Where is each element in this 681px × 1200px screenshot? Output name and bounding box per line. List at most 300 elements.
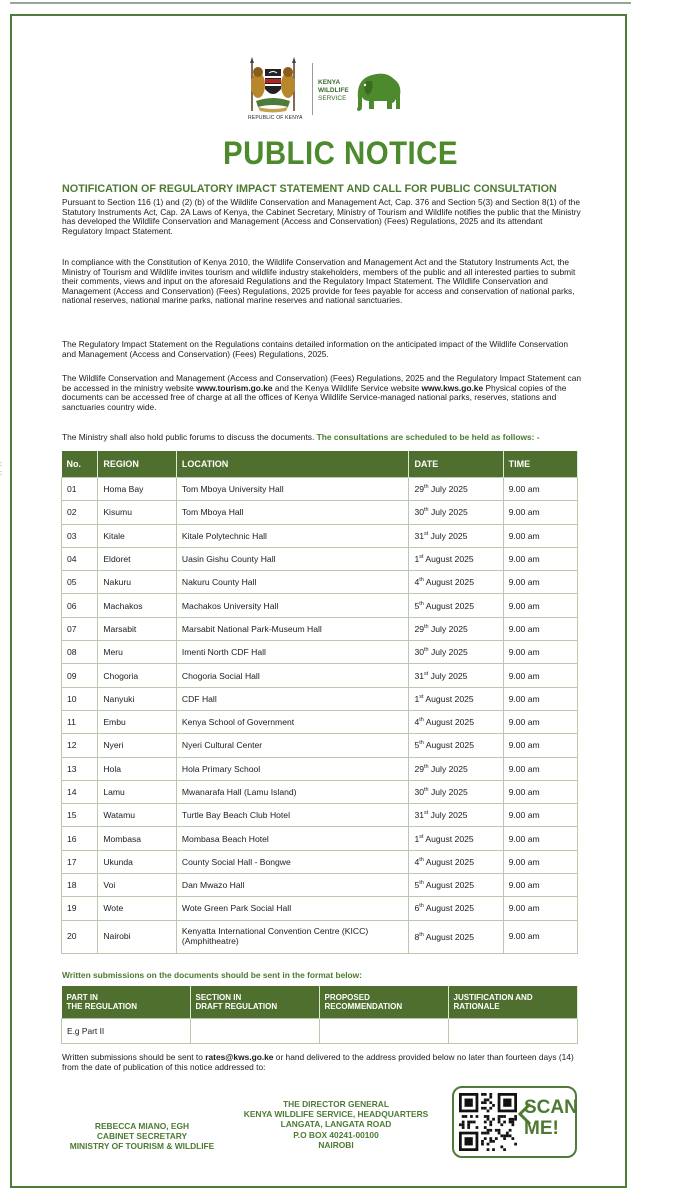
date-day: 6 bbox=[414, 903, 420, 914]
paragraph-compliance: In compliance with the Constitution of Kenya 2010, the Wildlife Conservation and Management Act and the Statutory Instruments Act, the Ministry of Tourism and Wildlife invites tourism and wildlife industry stakeholders, members of the public and all interested parties to submit their comments, views and input on the aforesaid Regulations and the Regulatory Impact Statement. The Wildlife Conservation and Management (Access and Conservation) (Fees) Regulations, 2025 provide for fees payable for access and conservation of national parks, national reserves, national marine parks, national marine reserves and national sanctuaries. bbox=[62, 257, 576, 306]
row-region: Meru bbox=[98, 641, 177, 664]
row-time: 9.00 am bbox=[503, 827, 577, 850]
qr-module bbox=[484, 1115, 487, 1118]
date-month-year: August 2025 bbox=[423, 856, 474, 867]
qr-module bbox=[506, 1132, 509, 1135]
schedule-row bbox=[62, 734, 578, 757]
date-day: 4 bbox=[414, 856, 420, 867]
row-time: 9.00 am bbox=[503, 780, 577, 803]
date-suffix: th bbox=[419, 740, 424, 747]
date-month-year: August 2025 bbox=[423, 693, 474, 704]
row-time: 9.00 am bbox=[503, 687, 577, 710]
row-no: 14 bbox=[62, 780, 98, 803]
date-month-year: August 2025 bbox=[423, 880, 474, 891]
row-no: 06 bbox=[62, 594, 98, 617]
address-line4: P.O BOX 40241-00100 bbox=[293, 1129, 379, 1140]
col-just-l1: JUSTIFICATION AND bbox=[453, 993, 533, 1002]
row-date bbox=[409, 850, 503, 873]
row-location: Marsabit National Park-Museum Hall bbox=[176, 617, 409, 640]
row-date bbox=[409, 757, 503, 780]
date-suffix: st bbox=[424, 670, 429, 677]
qr-module bbox=[481, 1140, 484, 1143]
signatory-block bbox=[62, 1121, 222, 1152]
scan-line2: ME! bbox=[524, 1118, 559, 1139]
col-part bbox=[62, 986, 191, 1019]
row-date bbox=[409, 641, 503, 664]
qr-module bbox=[462, 1121, 465, 1124]
row-no: 05 bbox=[62, 571, 98, 594]
schedule-row bbox=[62, 710, 578, 733]
row-location: County Social Hall - Bongwe bbox=[176, 850, 409, 873]
qr-module bbox=[462, 1123, 465, 1126]
qr-module bbox=[481, 1093, 484, 1096]
address-line3: LANGATA, LANGATA ROAD bbox=[280, 1119, 392, 1130]
submission-format-title: Written submissions on the documents should be sent in the format below: bbox=[62, 970, 362, 980]
signatory-name: REBECCA MIANO, EGH bbox=[94, 1121, 190, 1131]
row-region: Chogoria bbox=[98, 664, 177, 687]
row-time: 9.00 am bbox=[503, 501, 577, 524]
access-text-a: The Wildlife Conservation and Management (Access and Conservation) (Fees) Regulations, 2025 and the Regulatory Impact Statement can be accessed in the ministry website bbox=[62, 373, 582, 393]
row-region: Kitale bbox=[98, 524, 177, 547]
schedule-row bbox=[62, 641, 578, 664]
qr-module bbox=[503, 1099, 511, 1107]
date-suffix: th bbox=[419, 931, 424, 938]
date-month-year: July 2025 bbox=[428, 507, 468, 518]
row-time: 9.00 am bbox=[503, 757, 577, 780]
row-region: Nyeri bbox=[98, 734, 177, 757]
row-no: 08 bbox=[62, 641, 98, 664]
submission-email-link[interactable]: rates@kws.go.ke bbox=[205, 1052, 274, 1062]
row-region: Marsabit bbox=[98, 617, 177, 640]
row-date bbox=[409, 524, 503, 547]
qr-module bbox=[470, 1115, 473, 1118]
paragraph-legal-basis: Pursuant to Section 116 (1) and (2) (b) of the Wildlife Conservation and Management Act, Cap. 376 and Section 5(3) and Section 8(1) of the Statutory Instruments Act, Cap. 2A Laws of Kenya, the Cabinet Secretary, Ministry of Tourism and Wildlife notifies the public that the Ministry has developed the Wildlife Conservation and Management (Access and Conservation) (Fees) Regulations, 2025 and its attendant Regulatory Impact Statement. bbox=[62, 197, 581, 236]
row-date bbox=[409, 920, 503, 953]
row-no: 01 bbox=[62, 478, 98, 501]
notice-subtitle: NOTIFICATION OF REGULATORY IMPACT STATEMENT AND CALL FOR PUBLIC CONSULTATION bbox=[62, 183, 557, 195]
row-date bbox=[409, 664, 503, 687]
col-region: REGION bbox=[98, 451, 177, 478]
row-date bbox=[409, 897, 503, 920]
row-time: 9.00 am bbox=[503, 874, 577, 897]
qr-module bbox=[503, 1134, 506, 1137]
coat-caption: REPUBLIC OF KENYA bbox=[248, 115, 303, 121]
qr-module bbox=[484, 1101, 487, 1104]
row-date bbox=[409, 594, 503, 617]
qr-module bbox=[487, 1110, 490, 1113]
qr-module bbox=[481, 1132, 484, 1135]
row-no: 17 bbox=[62, 850, 98, 873]
qr-module bbox=[509, 1121, 512, 1124]
qr-module bbox=[484, 1099, 487, 1102]
row-no: 20 bbox=[62, 920, 98, 953]
date-month-year: July 2025 bbox=[428, 670, 468, 681]
row-time: 9.00 am bbox=[503, 641, 577, 664]
row-region: Machakos bbox=[98, 594, 177, 617]
qr-module bbox=[500, 1145, 503, 1148]
consultation-schedule-table bbox=[61, 451, 578, 954]
row-region: Mombasa bbox=[98, 827, 177, 850]
qr-module bbox=[489, 1096, 492, 1099]
date-suffix: th bbox=[419, 857, 424, 864]
schedule-row bbox=[62, 571, 578, 594]
paragraph-forums bbox=[62, 433, 582, 443]
qr-module bbox=[500, 1134, 503, 1137]
date-day: 29 bbox=[414, 484, 424, 495]
qr-module bbox=[465, 1099, 473, 1107]
date-day: 5 bbox=[414, 740, 420, 751]
row-location: Kenyatta International Convention Centre (KICC) (Amphitheatre) bbox=[176, 920, 409, 953]
forums-text: The Ministry shall also hold public forums to discuss the documents. bbox=[62, 432, 317, 442]
page-top-rule bbox=[10, 2, 631, 4]
qr-module bbox=[492, 1148, 495, 1151]
date-day: 1 bbox=[414, 833, 420, 844]
address-line2: KENYA WILDLIFE SERVICE, HEADQUARTERS bbox=[243, 1109, 429, 1120]
paragraph-impact-statement: The Regulatory Impact Statement on the Regulations contains detailed information on the anticipated impact of the Wildlife Conservation and Management (Access and Conservation) (Fees) Regulations, 2025. bbox=[62, 339, 569, 359]
row-time: 9.00 am bbox=[503, 547, 577, 570]
qr-module bbox=[487, 1132, 490, 1135]
qr-module bbox=[470, 1121, 473, 1124]
row-no: 02 bbox=[62, 501, 98, 524]
col-justification bbox=[448, 986, 578, 1019]
qr-module bbox=[511, 1118, 514, 1121]
qr-module bbox=[462, 1115, 465, 1118]
date-month-year: August 2025 bbox=[423, 554, 474, 565]
row-region: Hola bbox=[98, 757, 177, 780]
col-section-l2: DRAFT REGULATION bbox=[195, 1002, 278, 1011]
example-part-cell: E.g Part II bbox=[62, 1019, 191, 1044]
submission-text-a: Written submissions should be sent to bbox=[62, 1052, 206, 1062]
qr-scan-box[interactable] bbox=[452, 1086, 577, 1158]
row-location: Kitale Polytechnic Hall bbox=[176, 524, 409, 547]
row-date bbox=[409, 874, 503, 897]
scan-me-label bbox=[524, 1097, 578, 1139]
date-month-year: July 2025 bbox=[428, 484, 468, 495]
kws-line3: SERVICE bbox=[318, 95, 347, 102]
qr-module bbox=[465, 1137, 473, 1145]
qr-module bbox=[489, 1101, 492, 1104]
row-date bbox=[409, 710, 503, 733]
schedule-header-row bbox=[62, 451, 578, 478]
qr-module bbox=[503, 1148, 506, 1151]
date-suffix: st bbox=[419, 693, 424, 700]
qr-module bbox=[489, 1107, 492, 1110]
qr-module bbox=[489, 1140, 492, 1143]
kws-wordmark bbox=[318, 79, 349, 103]
date-day: 30 bbox=[414, 787, 424, 797]
postal-address bbox=[236, 1099, 436, 1150]
example-justification-cell bbox=[448, 1019, 578, 1044]
row-location: Nakuru County Hall bbox=[176, 571, 409, 594]
qr-module bbox=[476, 1115, 479, 1118]
row-no: 04 bbox=[62, 547, 98, 570]
date-month-year: August 2025 bbox=[423, 833, 474, 844]
qr-module bbox=[500, 1123, 503, 1126]
paragraph-access bbox=[62, 374, 582, 412]
date-suffix: th bbox=[419, 903, 424, 910]
col-rec-l2: RECOMMENDATION bbox=[324, 1002, 403, 1011]
qr-module bbox=[487, 1115, 490, 1118]
row-time: 9.00 am bbox=[503, 920, 577, 953]
kws-website-link[interactable]: www.kws.go.ke bbox=[421, 382, 484, 393]
qr-module bbox=[462, 1126, 465, 1129]
row-date bbox=[409, 687, 503, 710]
schedule-row bbox=[62, 897, 578, 920]
submission-format-table bbox=[61, 986, 578, 1044]
header-logos bbox=[244, 55, 404, 125]
qr-module bbox=[484, 1126, 487, 1129]
row-region: Voi bbox=[98, 874, 177, 897]
qr-module bbox=[481, 1107, 484, 1110]
row-no: 19 bbox=[62, 897, 98, 920]
qr-module bbox=[487, 1099, 490, 1102]
page-title: PUBLIC NOTICE bbox=[223, 135, 458, 171]
row-region: Nanyuki bbox=[98, 687, 177, 710]
col-part-l1: PART IN bbox=[66, 993, 98, 1002]
col-rec-l1: PROPOSED bbox=[324, 993, 370, 1002]
qr-module bbox=[489, 1123, 492, 1126]
date-day: 31 bbox=[414, 810, 424, 821]
date-suffix: th bbox=[424, 484, 429, 491]
schedule-row bbox=[62, 664, 578, 687]
col-recommendation bbox=[319, 986, 448, 1019]
row-time: 9.00 am bbox=[503, 524, 577, 547]
date-month-year: July 2025 bbox=[428, 647, 468, 658]
row-region: Embu bbox=[98, 710, 177, 733]
schedule-row bbox=[62, 478, 578, 501]
qr-module bbox=[487, 1129, 490, 1132]
date-suffix: th bbox=[424, 787, 429, 794]
qr-module bbox=[509, 1118, 512, 1121]
row-no: 10 bbox=[62, 687, 98, 710]
row-location: Uasin Gishu County Hall bbox=[176, 547, 409, 570]
date-day: 1 bbox=[414, 554, 420, 565]
forums-schedule-lead: The consultations are scheduled to be held as follows: - bbox=[316, 432, 540, 442]
row-region: Eldoret bbox=[98, 547, 177, 570]
row-location: Kenya School of Government bbox=[176, 710, 409, 733]
row-no: 13 bbox=[62, 757, 98, 780]
schedule-row bbox=[62, 687, 578, 710]
col-section-l1: SECTION IN bbox=[195, 993, 242, 1002]
date-suffix: th bbox=[424, 647, 429, 654]
row-no: 11 bbox=[62, 710, 98, 733]
date-month-year: August 2025 bbox=[423, 903, 474, 914]
row-location: Machakos University Hall bbox=[176, 594, 409, 617]
row-date bbox=[409, 501, 503, 524]
qr-module bbox=[498, 1118, 501, 1121]
row-location: Chogoria Social Hall bbox=[176, 664, 409, 687]
row-time: 9.00 am bbox=[503, 897, 577, 920]
schedule-row bbox=[62, 547, 578, 570]
qr-code-icon[interactable] bbox=[459, 1093, 517, 1151]
schedule-row bbox=[62, 780, 578, 803]
qr-module bbox=[484, 1107, 487, 1110]
row-date bbox=[409, 571, 503, 594]
qr-module bbox=[465, 1115, 468, 1118]
row-location: Wote Green Park Social Hall bbox=[176, 897, 409, 920]
qr-module bbox=[498, 1132, 501, 1135]
schedule-row bbox=[62, 757, 578, 780]
qr-module bbox=[498, 1121, 501, 1124]
format-header-row bbox=[62, 986, 578, 1019]
row-date bbox=[409, 547, 503, 570]
qr-module bbox=[506, 1134, 509, 1137]
kws-line2: WILDLIFE bbox=[318, 87, 349, 94]
date-day: 1 bbox=[414, 693, 420, 704]
row-location: Dan Mwazo Hall bbox=[176, 874, 409, 897]
qr-module bbox=[509, 1129, 512, 1132]
qr-module bbox=[459, 1123, 462, 1126]
qr-module bbox=[487, 1148, 490, 1151]
row-no: 16 bbox=[62, 827, 98, 850]
date-suffix: th bbox=[424, 763, 429, 770]
col-location: LOCATION bbox=[176, 451, 409, 478]
row-location: Mombasa Beach Hotel bbox=[176, 827, 409, 850]
row-region: Ukunda bbox=[98, 850, 177, 873]
row-time: 9.00 am bbox=[503, 571, 577, 594]
submission-text-b: or hand delivered to the address provided below no later than fourteen days (14) from the date of publication of this notice addressed to: bbox=[62, 1052, 574, 1072]
address-line5: NAIROBI bbox=[318, 1139, 354, 1150]
margin-artifact: : : bbox=[0, 461, 2, 477]
schedule-row bbox=[62, 617, 578, 640]
row-time: 9.00 am bbox=[503, 804, 577, 827]
row-no: 12 bbox=[62, 734, 98, 757]
qr-module bbox=[503, 1121, 506, 1124]
schedule-row bbox=[62, 827, 578, 850]
schedule-row bbox=[62, 850, 578, 873]
date-month-year: August 2025 bbox=[423, 740, 474, 751]
format-example-row bbox=[62, 1019, 578, 1044]
row-region: Lamu bbox=[98, 780, 177, 803]
qr-module bbox=[481, 1143, 484, 1146]
qr-module bbox=[484, 1132, 487, 1135]
date-day: 31 bbox=[414, 530, 424, 541]
date-suffix: th bbox=[419, 600, 424, 607]
access-text-b: and the Kenya Wildlife Service website bbox=[272, 382, 422, 393]
elephant-logo-icon bbox=[352, 69, 404, 113]
example-recommendation-cell bbox=[319, 1019, 448, 1044]
qr-module bbox=[498, 1115, 501, 1118]
address-line1: THE DIRECTOR GENERAL bbox=[283, 1099, 389, 1109]
qr-module bbox=[484, 1137, 487, 1140]
row-time: 9.00 am bbox=[503, 664, 577, 687]
qr-module bbox=[492, 1104, 495, 1107]
qr-module bbox=[500, 1115, 503, 1118]
row-time: 9.00 am bbox=[503, 478, 577, 501]
date-day: 31 bbox=[414, 670, 424, 681]
tourism-website-link[interactable]: www.tourism.go.ke bbox=[196, 382, 273, 393]
date-month-year: August 2025 bbox=[423, 931, 474, 942]
row-date bbox=[409, 617, 503, 640]
qr-module bbox=[514, 1143, 517, 1146]
date-day: 30 bbox=[414, 647, 424, 658]
qr-module bbox=[495, 1137, 498, 1140]
qr-module bbox=[489, 1093, 492, 1096]
date-day: 4 bbox=[414, 577, 420, 588]
qr-module bbox=[467, 1123, 470, 1126]
row-date bbox=[409, 734, 503, 757]
date-suffix: th bbox=[419, 717, 424, 724]
schedule-row bbox=[62, 594, 578, 617]
qr-module bbox=[467, 1126, 470, 1129]
date-day: 8 bbox=[414, 931, 420, 942]
schedule-row bbox=[62, 501, 578, 524]
col-time: TIME bbox=[503, 451, 577, 478]
row-no: 09 bbox=[62, 664, 98, 687]
qr-module bbox=[489, 1129, 492, 1132]
schedule-body bbox=[62, 478, 578, 954]
col-just-l2: RATIONALE bbox=[453, 1002, 500, 1011]
row-date bbox=[409, 780, 503, 803]
date-day: 5 bbox=[414, 880, 420, 891]
row-time: 9.00 am bbox=[503, 850, 577, 873]
schedule-row bbox=[62, 920, 578, 953]
logo-divider bbox=[312, 63, 313, 115]
col-date: DATE bbox=[409, 451, 503, 478]
date-day: 29 bbox=[414, 763, 424, 774]
row-location: Nyeri Cultural Center bbox=[176, 734, 409, 757]
date-suffix: th bbox=[419, 880, 424, 887]
kws-line1: KENYA bbox=[318, 79, 341, 86]
row-time: 9.00 am bbox=[503, 734, 577, 757]
schedule-row bbox=[62, 874, 578, 897]
date-suffix: st bbox=[424, 810, 429, 817]
row-date bbox=[409, 478, 503, 501]
date-suffix: st bbox=[419, 833, 424, 840]
row-date bbox=[409, 804, 503, 827]
date-suffix: st bbox=[424, 530, 429, 537]
schedule-row bbox=[62, 804, 578, 827]
row-no: 15 bbox=[62, 804, 98, 827]
schedule-row bbox=[62, 524, 578, 547]
scan-line1: SCAN bbox=[524, 1097, 578, 1118]
row-region: Homa Bay bbox=[98, 478, 177, 501]
row-location: Turtle Bay Beach Club Hotel bbox=[176, 804, 409, 827]
row-no: 03 bbox=[62, 524, 98, 547]
row-no: 18 bbox=[62, 874, 98, 897]
date-month-year: August 2025 bbox=[423, 600, 474, 611]
qr-module bbox=[473, 1121, 476, 1124]
col-part-l2: THE REGULATION bbox=[66, 1002, 138, 1011]
qr-module bbox=[511, 1137, 514, 1140]
date-day: 4 bbox=[414, 717, 420, 728]
qr-module bbox=[511, 1123, 514, 1126]
row-location: Tom Mboya University Hall bbox=[176, 478, 409, 501]
paragraph-submissions bbox=[62, 1053, 582, 1072]
qr-module bbox=[503, 1115, 506, 1118]
date-month-year: August 2025 bbox=[423, 577, 474, 588]
signatory-title: CABINET SECRETARY bbox=[96, 1131, 188, 1142]
date-suffix: st bbox=[419, 554, 424, 561]
date-suffix: th bbox=[419, 577, 424, 584]
qr-module bbox=[503, 1137, 506, 1140]
date-day: 5 bbox=[414, 600, 420, 611]
qr-module bbox=[489, 1137, 492, 1140]
qr-module bbox=[481, 1101, 484, 1104]
row-region: Nairobi bbox=[98, 920, 177, 953]
date-suffix: th bbox=[424, 624, 429, 631]
qr-module bbox=[476, 1126, 479, 1129]
date-month-year: July 2025 bbox=[428, 530, 468, 541]
row-time: 9.00 am bbox=[503, 710, 577, 733]
row-region: Wote bbox=[98, 897, 177, 920]
row-time: 9.00 am bbox=[503, 617, 577, 640]
signatory-ministry: MINISTRY OF TOURISM & WILDLIFE bbox=[69, 1141, 215, 1152]
qr-module bbox=[484, 1093, 487, 1096]
access-text-c: Physical copies of the documents can be accessed free of charge at all the offices of Kenya Wildlife Service-managed national parks, reserves, stations and sanctuaries country wide. bbox=[62, 382, 567, 412]
qr-module bbox=[509, 1134, 512, 1137]
row-region: Nakuru bbox=[98, 571, 177, 594]
